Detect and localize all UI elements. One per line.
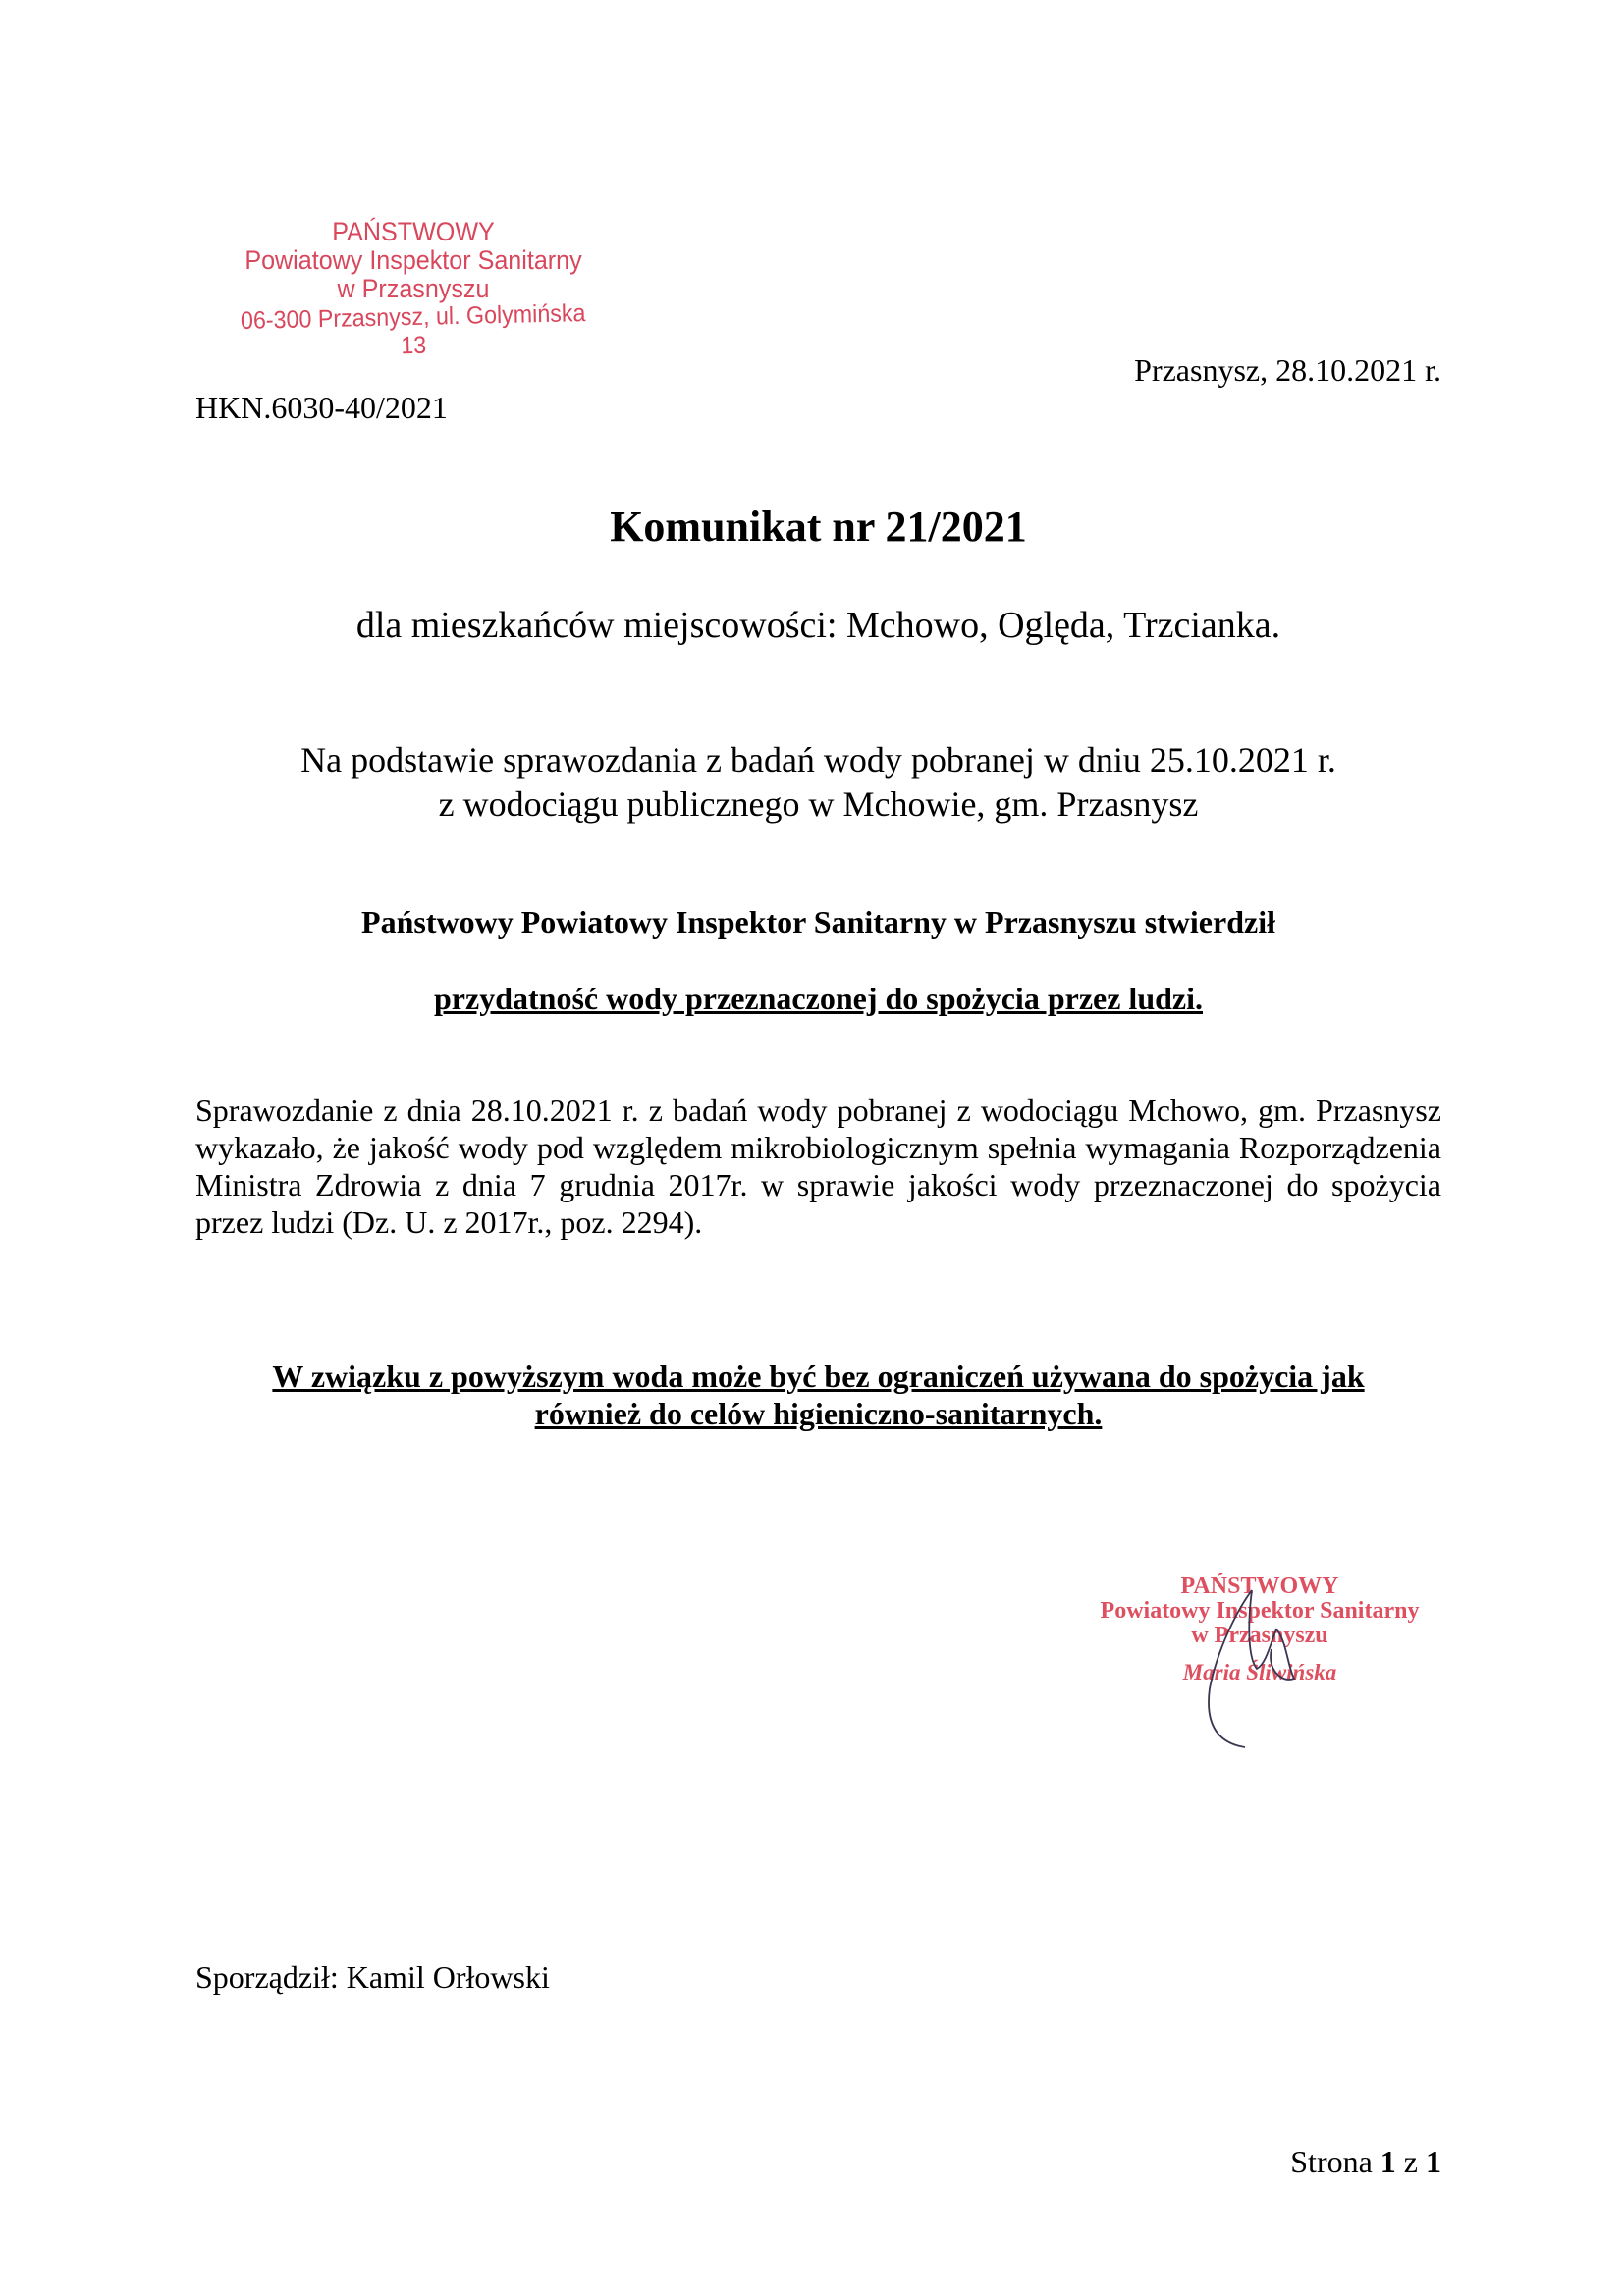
- statement: Państwowy Powiatowy Inspektor Sanitarny w Przasnyszu stwierdził: [361, 904, 1275, 939]
- stamp-line: PAŃSTWOWY: [1180, 1574, 1339, 1599]
- reference-number: HKN.6030-40/2021: [195, 390, 448, 425]
- stamp-line: w Przasnyszu: [1191, 1623, 1328, 1648]
- page-total: 1: [1426, 2144, 1441, 2179]
- basis-line: z wodociągu publicznego w Mchowie, gm. Przasnysz: [438, 784, 1199, 824]
- basis-line: Na podstawie sprawozdania z badań wody pobranej w dniu 25.10.2021 r.: [300, 740, 1336, 779]
- header-stamp: [235, 218, 593, 360]
- report-paragraph: Sprawozdanie z dnia 28.10.2021 r. z badań wody pobranej z wodociągu Mchowo, gm. Przasnysz wykazało, że jakość wody pod względem mikrobiologicznym spełnia wymagania Rozporządzenia Ministra Zdrowia z dnia 7 grudnia 2017r. w sprawie jakości wody przeznaczonej do spożycia przez ludzi (Dz. U. z 2017r., poz. 2294).: [195, 1093, 1441, 1240]
- page-current: 1: [1380, 2144, 1396, 2179]
- document-date: Przasnysz, 28.10.2021 r.: [1134, 352, 1441, 388]
- page-number: [1290, 2143, 1441, 2180]
- stamp-line: Powiatowy Inspektor Sanitarny: [1100, 1598, 1420, 1624]
- stamp-line: w Przasnyszu: [337, 274, 490, 303]
- stamp-line: Powiatowy Inspektor Sanitarny: [244, 245, 582, 275]
- handwritten-signature: [1178, 1571, 1316, 1757]
- conclusion-line: również do celów higieniczno-sanitarnych.: [534, 1396, 1103, 1431]
- signer-name: Maria Śliwińska: [1182, 1660, 1337, 1684]
- document-title: Komunikat nr 21/2021: [610, 503, 1027, 551]
- document-subtitle: dla mieszkańców miejscowości: Mchowo, Oględa, Trzcianka.: [355, 605, 1281, 646]
- verdict: przydatność wody przeznaczonej do spożycia przez ludzi.: [433, 981, 1203, 1016]
- conclusion: [195, 1358, 1441, 1432]
- page-label: Strona: [1290, 2144, 1373, 2179]
- stamp-line: PAŃSTWOWY: [332, 217, 495, 246]
- conclusion-line: W związku z powyższym woda może być bez ograniczeń używana do spożycia jak: [272, 1359, 1365, 1394]
- page-separator: z: [1403, 2144, 1418, 2179]
- stamp-line: 06-300 Przasnysz, ul. Golymińska 13: [240, 299, 586, 360]
- prepared-by: Sporządził: Kamil Orłowski: [195, 1959, 550, 1995]
- basis-text: [195, 738, 1441, 827]
